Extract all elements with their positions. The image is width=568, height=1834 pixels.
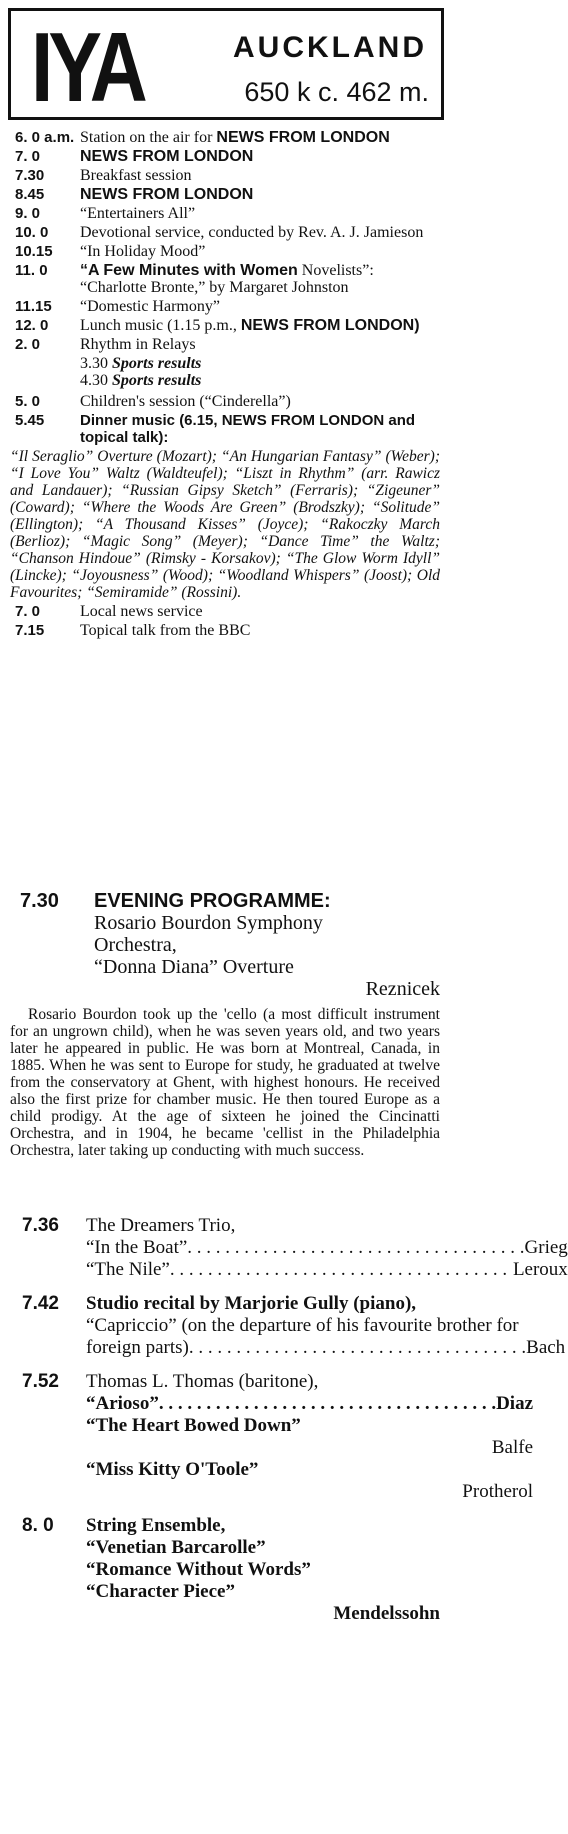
description: Devotional service, conducted by Rev. A. J. Jamieson <box>80 224 424 241</box>
composer: Reznicek <box>365 978 440 1000</box>
work-title: “Donna Diana” Overture <box>94 956 294 978</box>
programme-items <box>10 1215 568 1637</box>
time: 8. 0 <box>22 1515 54 1536</box>
evening-programme <box>10 890 440 1159</box>
work-title: “Character Piece” <box>86 1581 235 1602</box>
schedule-row <box>10 148 440 165</box>
programme-item <box>10 1215 568 1281</box>
programme-item <box>10 1371 534 1503</box>
time: 5. 0 <box>15 393 41 410</box>
description: NEWS FROM LONDON <box>80 186 254 203</box>
dinner-music-list: “Il Seraglio” Overture (Mozart); “An Hungarian Fantasy” (Weber); “I Love You” Waltz (Waldteufel); “Liszt in Rhythm” (arr. Rawicz and Landauer); “Russian Gipsy Sketch” (Ferraris); “Zigeuner” (Coward); “Where the Woods Are Green” (Brodszky); “Solitude” (Ellington); “A Thousand Kisses” (Joyce); “Rakoczky March (Berlioz); “Magic Song” (Meyer); “Dance Time” the Waltz; “Chanson Hindoue” (Rimsky - Korsakov); “The Glow Worm Idyll” (Lincke); “Joyousness” (Wood); “Woodland Whispers” (Joost); Old Favourites; “Semiramide” (Rossini). <box>10 448 440 601</box>
time: 9. 0 <box>15 205 41 222</box>
schedule-row <box>10 622 440 639</box>
schedule-row <box>10 167 440 184</box>
time: 7.30 <box>20 890 59 912</box>
time: 11. 0 <box>15 262 48 279</box>
time: 6. 0 a.m. <box>15 129 75 146</box>
performer: Studio recital by Marjorie Gully (piano), <box>86 1293 417 1314</box>
programme-item <box>10 1293 566 1359</box>
work-line: “The Nile” . . . Leroux <box>86 1259 568 1281</box>
biography-paragraph: Rosario Bourdon took up the 'cello (a most difficult instrument for an ungrown child), when he was seven years old, and two years later he appeared in public. He was born at Montreal, Canada, in 1885. When he was sent to Europe for study, he graduated at twelve from the conservatory at Ghent, with highest honours. He received also the first prize for chamber music. He then toured Europe as a child prodigy. At the age of sixteen he joined the Cincinatti Orchestra, and in 1904, he became 'cellist in the Philadelphia Orchestra, later taking up conducting with much success. <box>10 1006 440 1159</box>
performer: The Dreamers Trio, <box>86 1215 236 1236</box>
performer: Thomas L. Thomas (baritone), <box>86 1371 319 1392</box>
time: 7. 0 <box>15 603 41 620</box>
time: 7.42 <box>22 1293 59 1314</box>
description: Rhythm in Relays <box>80 336 196 353</box>
performer-cont: Orchestra, <box>94 934 177 956</box>
time: 10.15 <box>15 243 53 260</box>
evening-heading-block <box>94 890 440 1000</box>
time: 12. 0 <box>15 317 49 334</box>
description: Station on the air for NEWS FROM LONDON <box>80 129 390 146</box>
composer: Protherol <box>462 1481 534 1502</box>
time: 7. 0 <box>15 148 41 165</box>
day-schedule <box>10 129 440 641</box>
work-line: foreign parts) . . . Bach <box>86 1337 565 1359</box>
work-title: “The Heart Bowed Down” <box>86 1415 301 1436</box>
schedule-row <box>10 603 440 620</box>
station-name: AUCKLAND <box>233 31 427 64</box>
description: Children's session (“Cinderella”) <box>80 393 291 410</box>
schedule-row <box>10 129 440 146</box>
performer: String Ensemble, <box>86 1515 226 1536</box>
schedule-row <box>10 298 440 315</box>
station-header <box>8 8 444 120</box>
schedule-row <box>10 224 440 241</box>
description: Lunch music (1.15 p.m., NEWS FROM LONDON) <box>80 317 420 334</box>
description: Breakfast session <box>80 167 192 184</box>
sports-row: 3.30 Sports results <box>80 355 202 372</box>
work-title: “Capriccio” (on the departure of his favourite brother for <box>86 1315 519 1336</box>
schedule-row <box>10 205 440 222</box>
evening-heading: EVENING PROGRAMME: <box>94 890 331 912</box>
description: “In Holiday Mood” <box>80 243 206 260</box>
description: NEWS FROM LONDON <box>80 148 254 165</box>
work-title: “Romance Without Words” <box>86 1559 311 1580</box>
description: “Entertainers All” <box>80 205 196 222</box>
work-line: “In the Boat” . . . Grieg <box>86 1237 568 1259</box>
schedule-row <box>10 336 440 353</box>
schedule-row <box>10 412 440 446</box>
time: 7.36 <box>22 1215 59 1236</box>
callsign: IYA <box>31 12 143 122</box>
composer: Mendelssohn <box>333 1603 440 1624</box>
schedule-row <box>10 393 440 410</box>
schedule-row <box>10 243 440 260</box>
time: 11.15 <box>15 298 52 315</box>
schedule-row <box>10 317 440 334</box>
time: 5.45 <box>15 412 45 429</box>
performer: Rosario Bourdon Symphony <box>94 912 323 934</box>
time: 7.15 <box>15 622 45 639</box>
time: 10. 0 <box>15 224 49 241</box>
description: Topical talk from the BBC <box>80 622 251 639</box>
description: “A Few Minutes with Women Novelists”: “Charlotte Bronte,” by Margaret Johnston <box>80 262 374 296</box>
programme-item <box>10 1515 440 1625</box>
description: “Domestic Harmony” <box>80 298 220 315</box>
time: 7.30 <box>15 167 45 184</box>
work-line: “Arioso” . . . Diaz <box>86 1393 533 1415</box>
composer: Balfe <box>491 1437 534 1458</box>
schedule-row <box>10 186 440 203</box>
work-title: “Miss Kitty O'Toole” <box>86 1459 259 1480</box>
description: Dinner music (6.15, NEWS FROM LONDON and topical talk): <box>80 412 416 446</box>
work-title: “Venetian Barcarolle” <box>86 1537 266 1558</box>
schedule-row <box>10 262 440 296</box>
time: 8.45 <box>15 186 45 203</box>
time: 7.52 <box>22 1371 59 1392</box>
description: Local news service <box>80 603 203 620</box>
frequency: 650 k c. 462 m. <box>244 77 429 107</box>
sports-row: 4.30 Sports results <box>80 372 202 389</box>
time: 2. 0 <box>15 336 41 353</box>
